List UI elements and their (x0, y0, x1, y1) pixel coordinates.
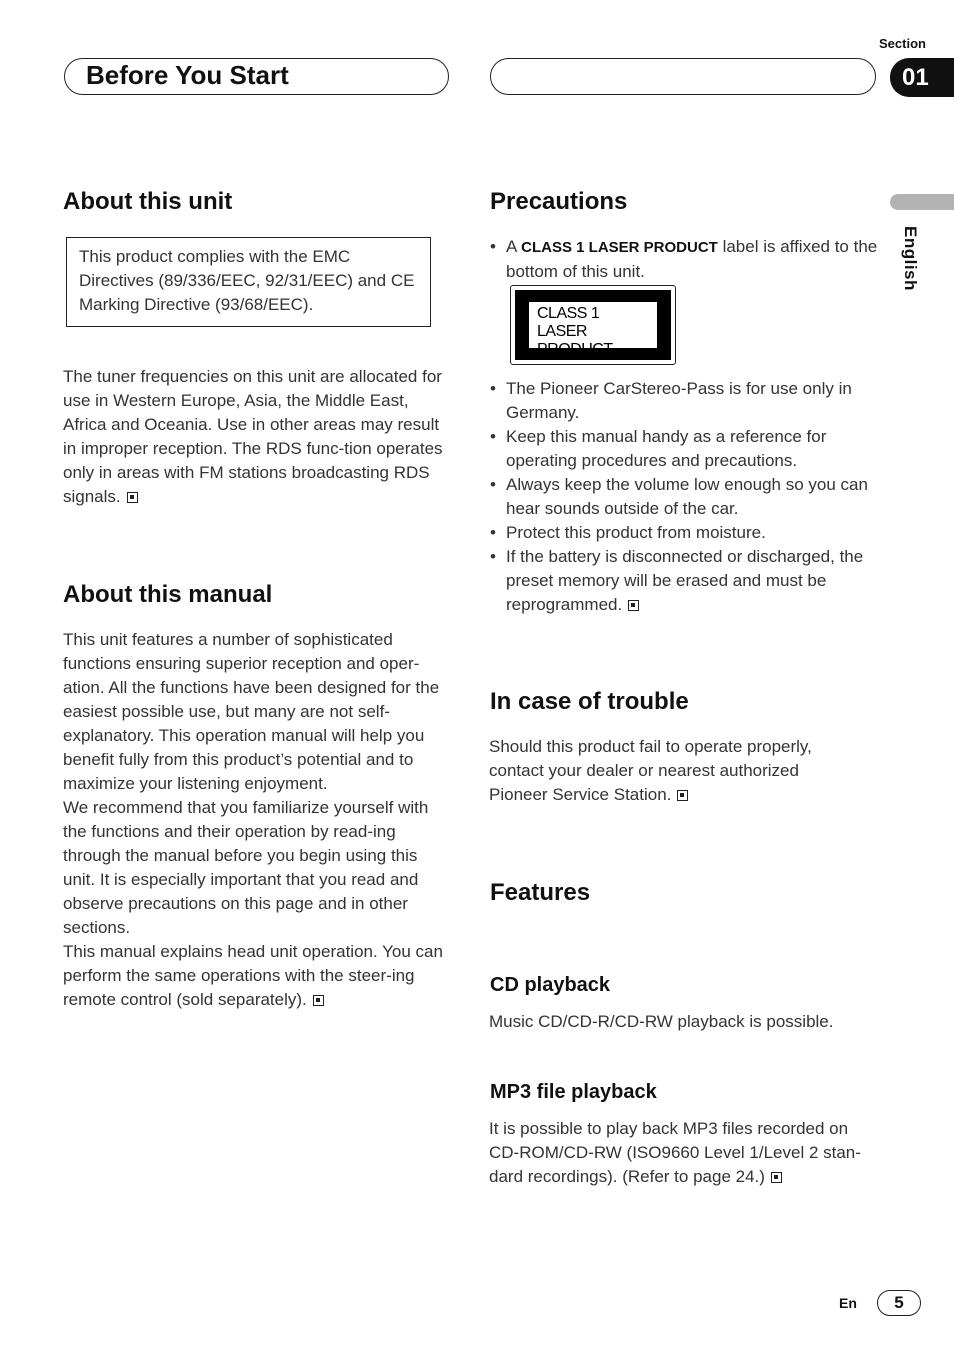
end-mark-icon (127, 492, 138, 503)
tuner-paragraph (63, 365, 453, 509)
trouble-text: Should this product fail to operate properly, contact your dealer or nearest authorized Pioneer Service Station. (489, 737, 812, 804)
laser-label-line1: CLASS 1 (537, 305, 600, 322)
mp3-playback-heading: MP3 file playback (490, 1081, 657, 1103)
manual-body (63, 628, 453, 1012)
mp3-playback-text: It is possible to play back MP3 files recorded on CD-ROM/CD-RW (ISO9660 Level 1/Level 2 stan-dard recordings). (Refer to page 24.) (489, 1119, 861, 1186)
about-manual-heading: About this manual (63, 581, 273, 608)
emc-notice-box (66, 237, 431, 327)
precautions-list (490, 377, 882, 617)
precautions-heading: Precautions (490, 188, 628, 215)
tuner-text: The tuner frequencies on this unit are allocated for use in Western Europe, Asia, the Middle East, Africa and Oceania. Use in other areas may result in improper reception. The RDS func-tion operates only in areas with FM stations broadcasting RDS signals. (63, 367, 443, 506)
list-item: • Always keep the volume low enough so you can hear sounds outside of the car. (490, 473, 882, 521)
precautions-first-bullet (490, 235, 880, 284)
footer-lang-code: En (839, 1295, 857, 1311)
laser-product-bold: CLASS 1 LASER PRODUCT (521, 239, 718, 256)
cd-playback-heading: CD playback (490, 974, 611, 996)
about-unit-heading: About this unit (63, 188, 233, 215)
language-tab (890, 194, 954, 210)
trouble-heading: In case of trouble (490, 688, 689, 715)
laser-label-line2: LASER PRODUCT (537, 323, 613, 358)
cd-playback-text: Music CD/CD-R/CD-RW playback is possible. (489, 1012, 834, 1031)
laser-product-label (510, 285, 676, 365)
manual-paragraph-3: This manual explains head unit operation. You can perform the same operations with the steer-ing remote control (sold separately). (63, 942, 443, 1009)
title-pill (64, 58, 449, 95)
language-label: English (901, 226, 920, 291)
list-item: • Keep this manual handy as a reference for operating procedures and precautions. (490, 425, 882, 473)
list-item: • A CLASS 1 LASER PRODUCT label is affixed to the bottom of this unit. (490, 235, 880, 284)
list-item: • Protect this product from moisture. (490, 521, 882, 545)
mp3-playback-paragraph (489, 1117, 877, 1189)
list-item: • The Pioneer CarStereo-Pass is for use only in Germany. (490, 377, 882, 425)
manual-paragraph-1: This unit features a number of sophisticated functions ensuring superior reception and oper-ation. All the functions have been designed for the easiest possible use, but many are not self-explanatory. This operation manual will help you benefit fully from this product’s potential and to maximize your listening enjoyment. (63, 630, 440, 793)
emc-notice-text: This product complies with the EMC Directives (89/336/EEC, 92/31/EEC) and CE Marking Directive (93/68/EEC). (79, 247, 415, 314)
section-label: Section (879, 36, 926, 51)
manual-paragraph-2: We recommend that you familiarize yourself with the functions and their operation by read-ing through the manual before you begin using this unit. It is especially important that you read and observe precautions on this page and in other sections. (63, 798, 429, 937)
empty-header-pill (490, 58, 876, 95)
end-mark-icon (628, 600, 639, 611)
page-number: 5 (877, 1290, 921, 1316)
page-title: Before You Start (86, 60, 289, 90)
section-number-tab: 01 (890, 58, 954, 97)
end-mark-icon (771, 1172, 782, 1183)
features-heading: Features (490, 879, 591, 906)
list-item: • If the battery is disconnected or discharged, the preset memory will be erased and must be reprogrammed. (490, 545, 882, 617)
trouble-paragraph (489, 735, 849, 807)
cd-playback-paragraph (489, 1010, 889, 1034)
end-mark-icon (677, 790, 688, 801)
end-mark-icon (313, 995, 324, 1006)
